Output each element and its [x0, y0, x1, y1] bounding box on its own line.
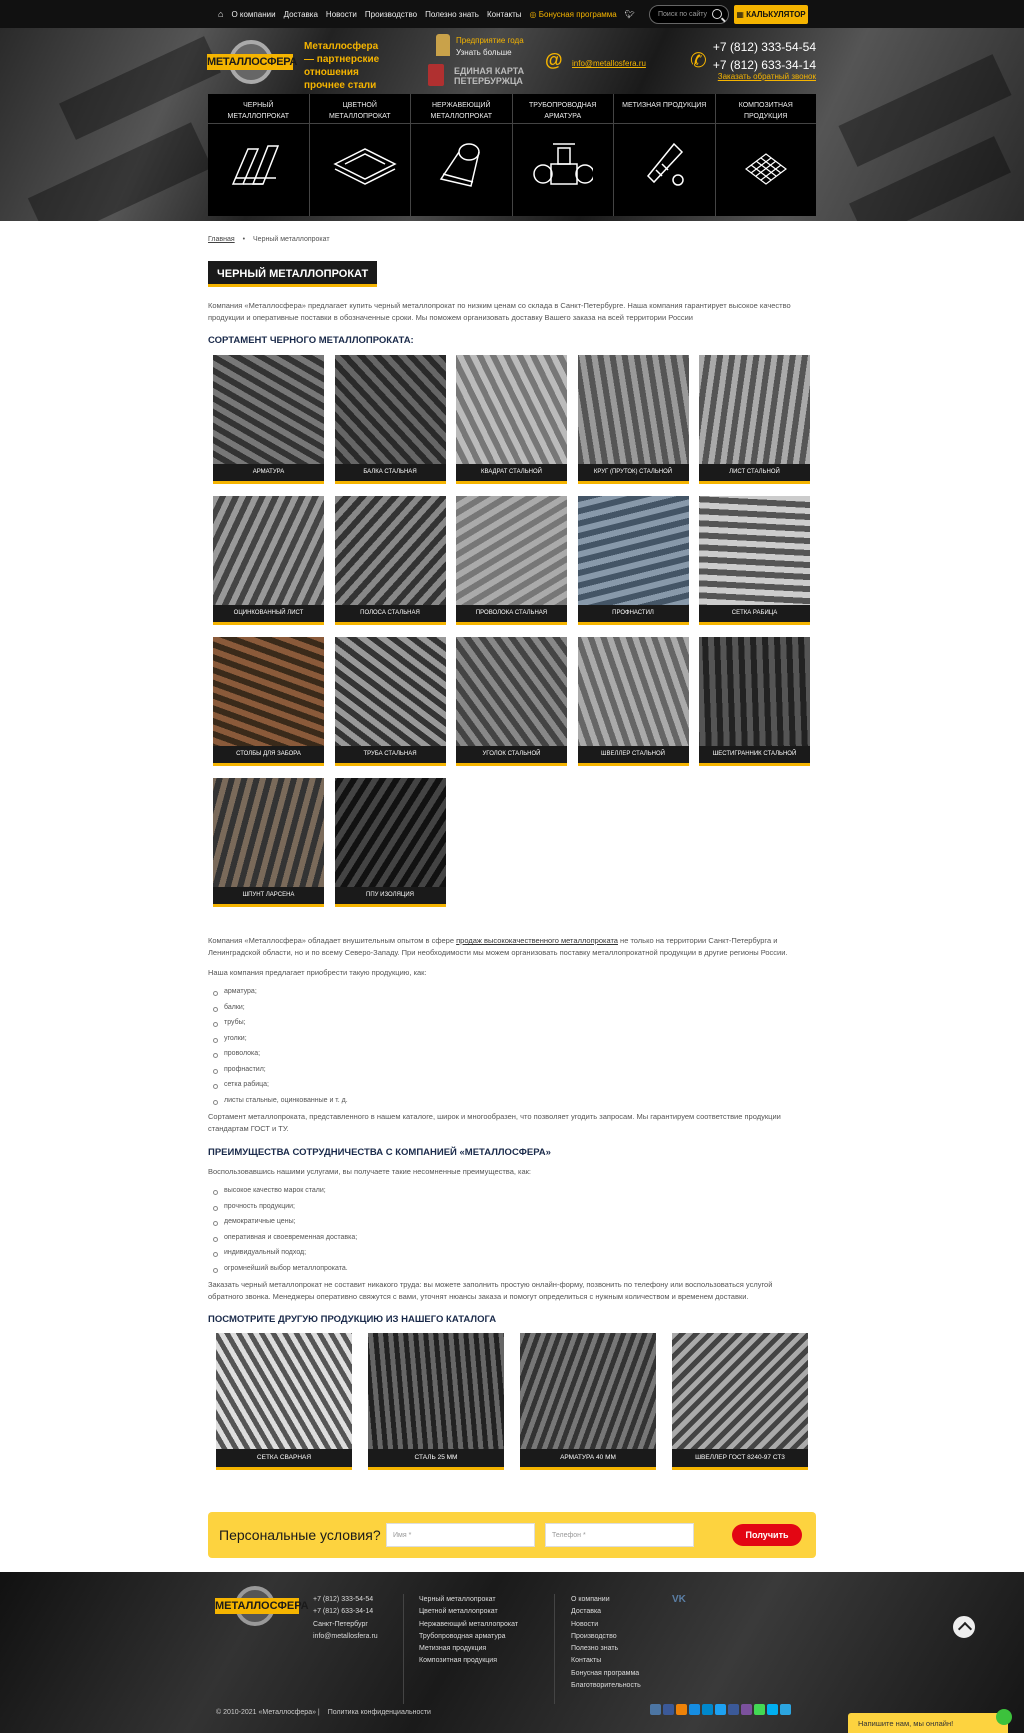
copyright-text: © 2010-2021 «Металлосфера» | — [216, 1709, 320, 1716]
footer-phone-1[interactable]: +7 (812) 333-54-54 — [313, 1596, 374, 1603]
category-label: ТРУБОПРОВОДНАЯ — [529, 102, 597, 109]
footer-phone-2[interactable]: +7 (812) 633-34-14 — [313, 1608, 374, 1616]
product-caption: СТОЛБЫ ДЛЯ ЗАБОРА — [213, 746, 324, 763]
product-caption: ПРОВОЛОКА СТАЛЬНАЯ — [456, 605, 567, 622]
top-bar — [0, 0, 1024, 28]
calculator-button[interactable] — [734, 5, 808, 24]
product-image — [368, 1333, 504, 1449]
category-nav — [208, 94, 816, 216]
submit-button[interactable]: Получить — [732, 1524, 802, 1546]
skype-share-icon[interactable] — [767, 1704, 778, 1715]
product-tile[interactable] — [335, 355, 446, 484]
footer-menu-link[interactable]: Новости — [571, 1620, 599, 1628]
product-caption: СЕТКА РАБИЦА — [699, 605, 810, 622]
category-label: МЕТИЗНАЯ ПРОДУКЦИЯ — [622, 102, 707, 109]
ok-share-icon[interactable] — [676, 1704, 687, 1715]
product-tile[interactable] — [699, 496, 810, 625]
city-card[interactable] — [454, 66, 524, 86]
footer-catalog-link[interactable]: Метизная продукция — [419, 1645, 487, 1653]
page-title: ЧЕРНЫЙ МЕТАЛЛОПРОКАТ — [208, 261, 377, 287]
footer-menu-link[interactable]: Бонусная программа — [571, 1669, 640, 1677]
paragraph-experience — [208, 935, 808, 959]
bonus-icon: ◎ — [529, 9, 537, 19]
product-caption: БАЛКА СТАЛЬНАЯ — [335, 464, 446, 481]
other-product-tile[interactable] — [216, 1333, 352, 1470]
product-image — [520, 1333, 656, 1449]
home-icon[interactable]: ⌂ — [218, 9, 224, 19]
product-caption: АРМАТУРА — [213, 464, 324, 481]
paragraph-assortment: Сортамент металлопроката, представленного в нашем каталоге, широк и многообразен, что позволяет угодить запросам. Мы гарантируем соответствие продукции стандартам ГОСТ и ТУ. — [208, 1112, 781, 1133]
product-image — [456, 496, 567, 605]
nav-useful[interactable]: Полезно знать — [425, 9, 479, 19]
sales-link[interactable]: продаж высококачественного металлопроката — [456, 936, 618, 945]
category-hardware[interactable] — [614, 94, 716, 216]
product-caption: ШВЕЛЛЕР СТАЛЬНОЙ — [578, 746, 689, 763]
award-title: Предприятие года — [456, 36, 524, 45]
mesh-icon — [736, 134, 796, 194]
product-caption: КРУГ (ПРУТОК) СТАЛЬНОЙ — [578, 464, 689, 481]
city-card-icon — [428, 64, 444, 86]
slogan: Металлосфера — партнерские отношения прочнее стали — [304, 41, 380, 91]
footer-menu — [571, 1594, 641, 1692]
list-item: высокое качество марок стали; — [222, 1187, 357, 1203]
footer-catalog-link[interactable]: Нержавеющий металлопрокат — [419, 1620, 519, 1628]
product-image — [335, 778, 446, 887]
product-tile[interactable] — [699, 355, 810, 484]
list-item: листы стальные, оцинкованные и т. д. — [222, 1097, 348, 1113]
footer-menu-link[interactable]: Контакты — [571, 1657, 602, 1665]
footer-contacts — [313, 1594, 378, 1643]
category-label: КОМПОЗИТНАЯ — [738, 102, 793, 109]
screw-icon — [634, 134, 694, 194]
breadcrumb-home[interactable]: Главная — [208, 236, 235, 243]
share-buttons — [650, 1704, 791, 1715]
chat-label: Напишите нам, мы онлайн! — [858, 1719, 954, 1728]
nav-contacts[interactable]: Контакты — [486, 9, 522, 19]
valve-icon — [533, 134, 593, 194]
calculator-label: КАЛЬКУЛЯТОР — [746, 10, 806, 19]
category-label: ЦВЕТНОЙ — [342, 102, 377, 109]
header-bg-shape — [28, 122, 212, 221]
footer-catalog-link[interactable]: Цветной металлопрокат — [419, 1608, 498, 1616]
category-stainless[interactable] — [411, 94, 513, 216]
nav-delivery[interactable]: Доставка — [283, 9, 318, 19]
phone-icon: ✆ — [690, 50, 707, 72]
product-caption: ШВЕЛЛЕР ГОСТ 8240-97 СТ3 — [672, 1449, 808, 1467]
list-item: проволока; — [222, 1050, 348, 1066]
city-card-line2: ПЕТЕРБУРЖЦА — [454, 76, 523, 86]
product-tile[interactable] — [213, 778, 324, 907]
category-label: ЧЕРНЫЙ — [243, 102, 274, 109]
breadcrumb-current: Черный металлопрокат — [253, 236, 330, 243]
product-caption: ТРУБА СТАЛЬНАЯ — [335, 746, 446, 763]
product-caption: ПОЛОСА СТАЛЬНАЯ — [335, 605, 446, 622]
divider — [554, 1594, 555, 1704]
list-item: прочность продукции; — [222, 1203, 357, 1219]
product-caption: ПРОФНАСТИЛ — [578, 605, 689, 622]
paragraph-text: Компания «Металлосфера» обладает внушительным опытом в сфере — [208, 936, 457, 945]
footer-logo[interactable] — [215, 1586, 309, 1626]
product-tile[interactable] — [578, 637, 689, 766]
category-composite[interactable] — [716, 94, 817, 216]
phones — [712, 38, 816, 74]
intro-text: Компания «Металлосфера» предлагает купить черный металлопрокат по низким ценам со склада в Санкт-Петербурге. Наша компания гарантирует высокое качество продукции и оперативные поставки в обозначенные сроки. Мы поможем организовать доставку Вашего заказа на всей территории России — [208, 301, 791, 322]
mail-icon: @ — [545, 50, 563, 70]
footer-menu-link[interactable]: Производство — [571, 1632, 617, 1640]
vk-icon[interactable]: VK — [672, 1594, 686, 1605]
category-ferrous[interactable] — [208, 94, 310, 216]
footer-menu-link[interactable]: Благотворительность — [571, 1682, 641, 1690]
footer-email[interactable]: info@metallosfera.ru — [313, 1632, 378, 1640]
other-product-tile[interactable] — [368, 1333, 504, 1470]
other-product-tile[interactable] — [672, 1333, 808, 1470]
nav-bonus-label: Бонусная программа — [538, 9, 617, 19]
coil-icon — [431, 134, 491, 194]
award-link[interactable]: Узнать больше — [456, 48, 512, 57]
product-image — [699, 355, 810, 464]
category-label: НЕРЖАВЕЮЩИЙ — [432, 102, 491, 109]
product-caption: СТАЛЬ 25 ММ — [368, 1449, 504, 1467]
nav-production[interactable]: Производство — [364, 9, 418, 19]
footer-menu-link[interactable]: Полезно знать — [571, 1645, 619, 1653]
nav-about[interactable]: О компании — [231, 9, 276, 19]
beam-icon — [228, 134, 288, 194]
product-image — [672, 1333, 808, 1449]
tumblr-share-icon[interactable] — [728, 1704, 739, 1715]
top-nav — [218, 9, 635, 19]
product-image — [335, 637, 446, 746]
product-caption: ШПУНТ ЛАРСЕНА — [213, 887, 324, 904]
category-nonferrous[interactable] — [310, 94, 412, 216]
product-image — [578, 637, 689, 746]
phone-1[interactable]: +7 (812) 333-54-54 — [712, 40, 816, 54]
product-caption: СЕТКА СВАРНАЯ — [216, 1449, 352, 1467]
paragraph-order: Заказать черный металлопрокат не составит никакого труда: вы можете заполнить простую онлайн-форму, позвонить по телефону или воспользоваться услугой обратного звонка. Менеджеры оперативно свяжутся с вами, уточнят нюансы заказа и помогут определиться с нужным количеством и временем доставки. — [208, 1280, 773, 1301]
category-label: МЕТАЛЛОПРОКАТ — [430, 113, 492, 120]
product-tile[interactable] — [335, 637, 446, 766]
calculator-icon: ▦ — [736, 10, 744, 19]
other-products-title: ПОСМОТРИТЕ ДРУГУЮ ПРОДУКЦИЮ ИЗ НАШЕГО КАТАЛОГА — [208, 1314, 497, 1325]
footer-catalog-link[interactable]: Композитная продукция — [419, 1657, 497, 1665]
product-tile[interactable] — [456, 496, 567, 625]
product-image — [578, 496, 689, 605]
search-placeholder: Поиск по сайту — [658, 11, 708, 18]
product-image — [699, 496, 810, 605]
product-image — [216, 1333, 352, 1449]
header-bg-shape — [59, 36, 221, 140]
product-image — [578, 355, 689, 464]
assortment-title: СОРТАМЕНТ ЧЕРНОГО МЕТАЛЛОПРОКАТА: — [208, 335, 414, 346]
product-image — [699, 637, 810, 746]
list-item: профнастил; — [222, 1066, 348, 1082]
product-caption: ОЦИНКОВАННЫЙ ЛИСТ — [213, 605, 324, 622]
mail-share-icon[interactable] — [689, 1704, 700, 1715]
logo[interactable] — [207, 40, 297, 84]
footer-logo-text: МЕТАЛЛОСФЕРА — [215, 1600, 309, 1612]
list-item: уголки; — [222, 1035, 348, 1051]
list-item: сетка рабица; — [222, 1081, 348, 1097]
category-label: ПРОДУКЦИЯ — [744, 113, 788, 120]
paragraph-text: не только на территории Санкт-Петербурга и Ленинградской области, но и по всему Северо-Западу. При необходимости мы можем организовать поставку металлопрокатной продукции в другие регионы России. — [208, 936, 788, 957]
award-icon — [428, 34, 458, 58]
product-image — [456, 637, 567, 746]
product-image — [335, 496, 446, 605]
email-link[interactable]: info@metallosfera.ru — [572, 59, 646, 68]
product-tile[interactable] — [699, 637, 810, 766]
product-tile[interactable] — [578, 355, 689, 484]
advantages-title: ПРЕИМУЩЕСТВА СОТРУДНИЧЕСТВА С КОМПАНИЕЙ «МЕТАЛЛОСФЕРА» — [208, 1147, 551, 1158]
product-caption: ШЕСТИГРАННИК СТАЛЬНОЙ — [699, 746, 810, 763]
city-card-line1: ЕДИНАЯ КАРТА — [454, 66, 525, 76]
list-item: оперативная и своевременная доставка; — [222, 1234, 357, 1250]
list-item: арматура; — [222, 988, 348, 1004]
product-caption: АРМАТУРА 40 ММ — [520, 1449, 656, 1467]
footer-menu-link[interactable]: Доставка — [571, 1608, 602, 1616]
other-product-tile[interactable] — [520, 1333, 656, 1470]
category-label: АРМАТУРА — [544, 113, 582, 120]
advantages-list — [222, 1187, 357, 1280]
paragraph-advantages: Воспользовавшись нашими услугами, вы получаете такие несомненные преимущества, как: — [208, 1167, 532, 1176]
name-input[interactable]: Имя * — [386, 1523, 535, 1547]
telegram-share-icon[interactable] — [780, 1704, 791, 1715]
product-image — [213, 637, 324, 746]
callback-link[interactable]: Заказать обратный звонок — [717, 72, 816, 81]
twitter-icon[interactable]: 🐦︎ — [624, 9, 635, 19]
divider — [403, 1594, 404, 1704]
product-tile[interactable] — [213, 637, 324, 766]
list-item: демократичные цены; — [222, 1218, 357, 1234]
product-tile[interactable] — [456, 637, 567, 766]
sheet-icon — [330, 134, 400, 194]
category-label: МЕТАЛЛОПРОКАТ — [227, 113, 289, 120]
paragraph-offer: Наша компания предлагает приобрести такую продукцию, как: — [208, 968, 427, 977]
scroll-top-icon[interactable] — [951, 1614, 977, 1640]
list-item: трубы; — [222, 1019, 348, 1035]
logo-text: МЕТАЛЛОСФЕРА — [207, 56, 297, 68]
facebook-share-icon[interactable] — [663, 1704, 674, 1715]
breadcrumb-sep: • — [242, 236, 246, 243]
product-image — [213, 778, 324, 887]
product-caption: ППУ ИЗОЛЯЦИЯ — [335, 887, 446, 904]
product-image — [456, 355, 567, 464]
product-tile[interactable] — [213, 496, 324, 625]
product-caption: УГОЛОК СТАЛЬНОЙ — [456, 746, 567, 763]
search-input[interactable] — [649, 5, 729, 24]
viber-share-icon[interactable] — [741, 1704, 752, 1715]
nav-bonus[interactable] — [530, 10, 617, 19]
list-item: индивидуальный подход; — [222, 1249, 357, 1265]
award-block[interactable] — [456, 35, 524, 59]
online-status-icon — [996, 1709, 1012, 1725]
product-tile[interactable] — [456, 355, 567, 484]
product-image — [335, 355, 446, 464]
product-list — [222, 988, 348, 1112]
privacy-policy-link[interactable]: Политика конфиденциальности — [327, 1709, 431, 1716]
product-caption: КВАДРАТ СТАЛЬНОЙ — [456, 464, 567, 481]
whatsapp-share-icon[interactable] — [754, 1704, 765, 1715]
form-question: Персональные условия? — [219, 1527, 381, 1543]
copyright — [216, 1709, 431, 1716]
footer-catalog-link[interactable]: Черный металлопрокат — [419, 1596, 496, 1603]
product-image — [213, 496, 324, 605]
twitter-share-icon[interactable] — [715, 1704, 726, 1715]
product-caption: ЛИСТ СТАЛЬНОЙ — [699, 464, 810, 481]
phone-2[interactable]: +7 (812) 633-34-14 — [712, 58, 816, 72]
phone-input[interactable]: Телефон * — [545, 1523, 694, 1547]
footer-city: Санкт-Петербург — [313, 1620, 368, 1628]
list-item: балки; — [222, 1004, 348, 1020]
chat-widget[interactable] — [848, 1713, 1008, 1733]
product-image — [213, 355, 324, 464]
category-pipe-fittings[interactable] — [513, 94, 615, 216]
list-item: огромнейший выбор металлопроката. — [222, 1265, 357, 1281]
nav-news[interactable]: Новости — [325, 9, 357, 19]
breadcrumb — [208, 236, 330, 243]
footer-menu-link[interactable]: О компании — [571, 1596, 610, 1603]
product-tile[interactable] — [335, 496, 446, 625]
product-tile[interactable] — [213, 355, 324, 484]
footer-catalog — [419, 1594, 518, 1668]
personal-offer-form — [208, 1512, 816, 1558]
product-tile[interactable] — [578, 496, 689, 625]
category-label: МЕТАЛЛОПРОКАТ — [329, 113, 391, 120]
search-icon[interactable] — [712, 9, 722, 19]
footer-catalog-link[interactable]: Трубопроводная арматура — [419, 1632, 506, 1640]
vk-share-icon[interactable] — [650, 1704, 661, 1715]
product-tile[interactable] — [335, 778, 446, 907]
livejournal-share-icon[interactable] — [702, 1704, 713, 1715]
